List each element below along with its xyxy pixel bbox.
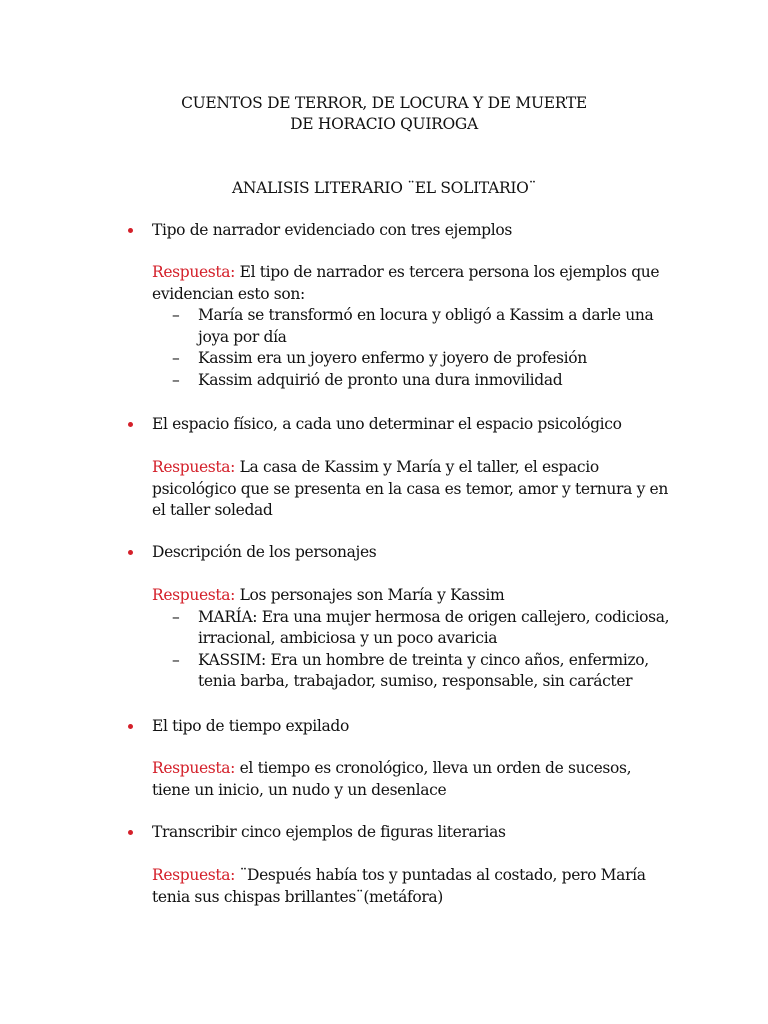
- answer-text: La casa de Kassim y María y el taller, el espacio psicológico que se presenta en la casa es temor, amor y ternura y en el taller soledad: [152, 458, 669, 519]
- answer-label: Respuesta:: [152, 586, 236, 604]
- answer-label: Respuesta:: [152, 866, 236, 884]
- answer-4: [152, 758, 672, 801]
- dash-icon: –: [172, 349, 180, 367]
- answer-list-item: – KASSIM: Era un hombre de treinta y cinco años, enfermizo, tenia barba, trabajador, sumiso, responsable, sin carácter: [172, 650, 649, 690]
- question-text: El tipo de tiempo expilado: [152, 717, 349, 735]
- dash-icon: –: [172, 650, 180, 669]
- answer-list-item: – Kassim era un joyero enfermo y joyero de profesión: [152, 348, 672, 370]
- document-title-line-1: CUENTOS DE TERROR, DE LOCURA Y DE MUERTE: [181, 94, 587, 112]
- dash-icon: –: [172, 607, 180, 626]
- question-text: Transcribir cinco ejemplos de figuras literarias: [152, 823, 506, 841]
- question-text: El espacio físico, a cada uno determinar el espacio psicológico: [152, 415, 622, 433]
- question-text: Tipo de narrador evidenciado con tres ejemplos: [152, 221, 512, 239]
- bullet-dot-icon: [128, 422, 133, 427]
- answer-text: el tiempo es cronológico, lleva un orden de sucesos, tiene un inicio, un nudo y un desenlace: [152, 759, 632, 799]
- answer-label: Respuesta:: [152, 759, 236, 777]
- question-text: Descripción de los personajes: [152, 543, 377, 561]
- answer-label: Respuesta:: [152, 263, 236, 281]
- answer-5: [152, 865, 672, 908]
- answer-text: El tipo de narrador es tercera persona los ejemplos que evidencian esto son:: [152, 263, 660, 303]
- answer-list-item: – Kassim adquirió de pronto una dura inmovilidad: [152, 370, 672, 392]
- answer-list-item: – María se transformó en locura y obligó a Kassim a darle una joya por día: [172, 306, 654, 346]
- answer-text: ¨Después había tos y puntadas al costado, pero María tenia sus chispas brillantes¨(metáfora): [152, 866, 646, 906]
- bullet-dot-icon: [128, 830, 133, 835]
- document-subtitle: ANALISIS LITERARIO ¨EL SOLITARIO¨: [231, 179, 537, 197]
- answer-label: Respuesta:: [152, 458, 236, 476]
- answer-1: [152, 262, 672, 391]
- bullet-dot-icon: [128, 724, 133, 729]
- dash-icon: –: [172, 306, 180, 324]
- document-title-line-2: DE HORACIO QUIROGA: [290, 115, 478, 133]
- dash-icon: –: [172, 370, 180, 389]
- answer-list-item: – MARÍA: Era una mujer hermosa de origen callejero, codiciosa, irracional, ambiciosa y un poco avaricia: [172, 607, 670, 647]
- answer-2: [152, 457, 672, 522]
- answer-text: Los personajes son María y Kassim: [235, 586, 505, 604]
- answer-3: [152, 585, 672, 693]
- bullet-dot-icon: [128, 550, 133, 555]
- bullet-dot-icon: [128, 228, 133, 233]
